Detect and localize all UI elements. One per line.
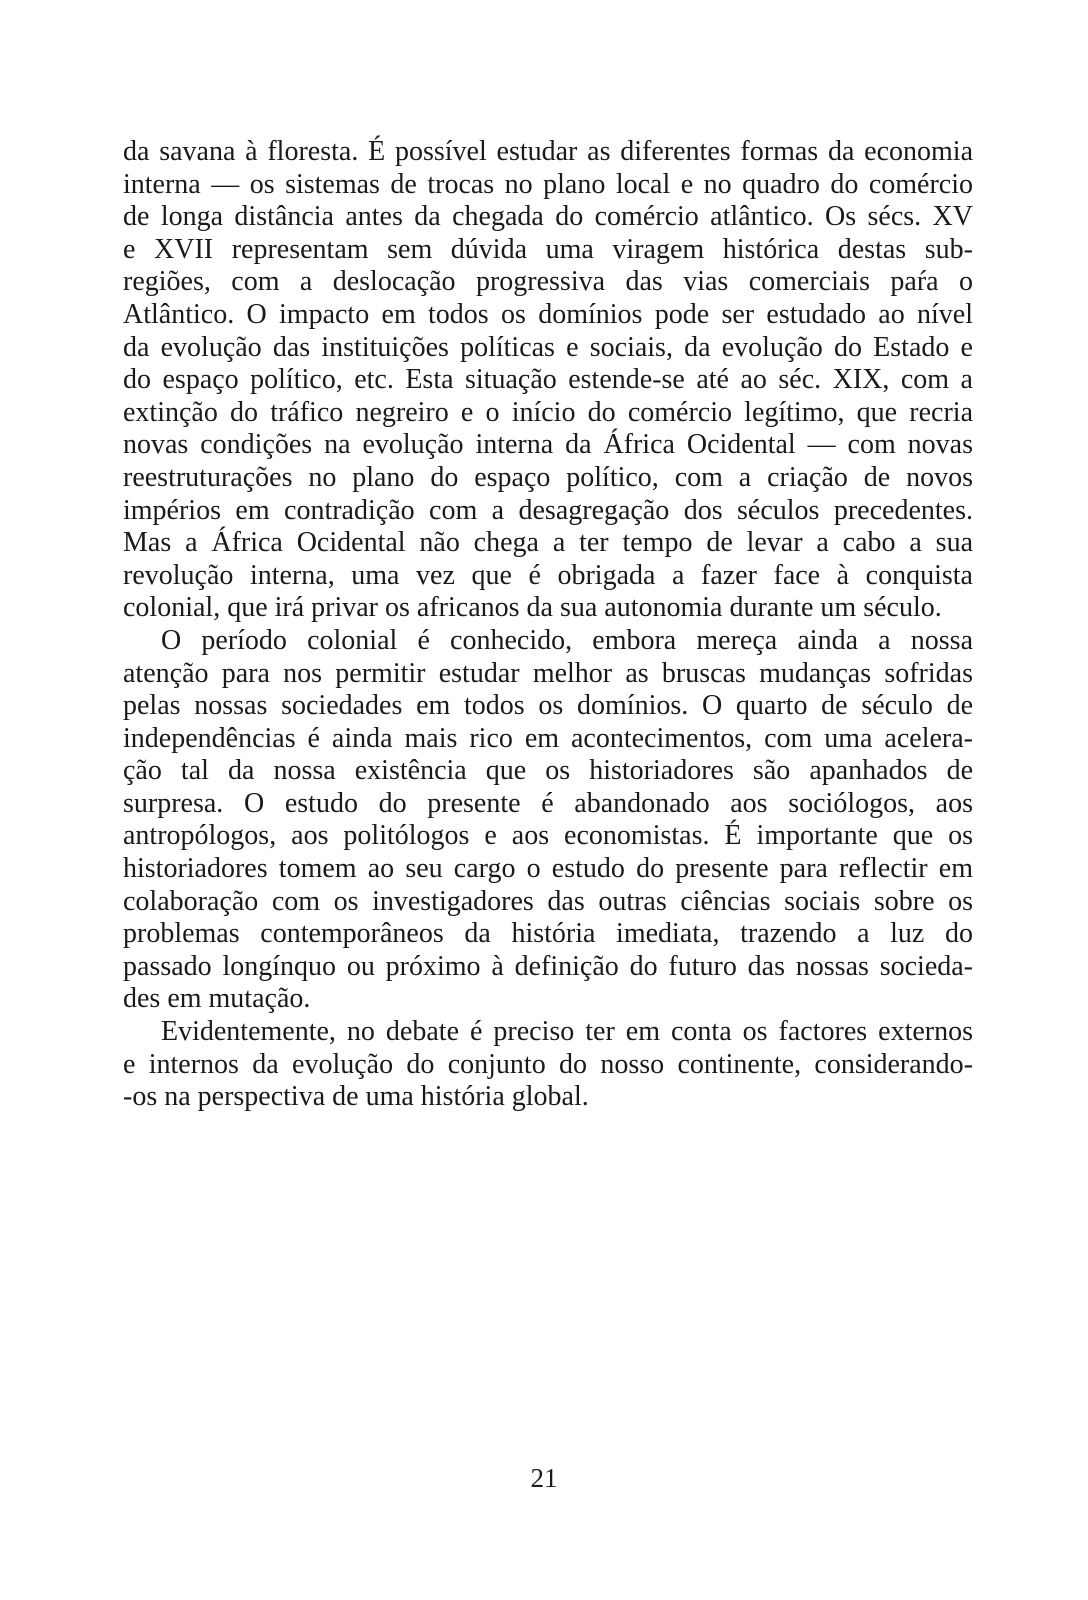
text-line: des em mutação. (123, 983, 311, 1015)
text-line: extinção do tráfico negreiro e o início do comércio legítimo, que recria (123, 396, 973, 428)
text-line: colaboração com os investigadores das outras ciências sociais sobre os (123, 885, 973, 917)
text-line: Evidentemente, no debate é preciso ter em conta os factores externos (161, 1016, 973, 1048)
text-line: da evolução das instituições políticas e sociais, da evolução do Estado e (123, 331, 973, 363)
text-line: pelas nossas sociedades em todos os domínios. O quarto de século de (123, 690, 973, 722)
text-line: antropólogos, aos politólogos e aos economistas. É importante que os (123, 820, 973, 852)
text-line: e internos da evolução do conjunto do nosso continente, considerando- (123, 1048, 973, 1080)
text-line: revolução interna, uma vez que é obrigada a fazer face à conquista (123, 559, 973, 591)
text-line: independências é ainda mais rico em acontecimentos, com uma acelera- (123, 722, 973, 754)
page-number: 21 (530, 1463, 558, 1493)
text-line: historiadores tomem ao seu cargo o estudo do presente para reflectir em (123, 853, 973, 885)
paragraph-1 (123, 136, 973, 625)
text-line: Mas a África Ocidental não chega a ter tempo de levar a cabo a sua (123, 527, 973, 559)
text-line: atenção para nos permitir estudar melhor as bruscas mudanças sofridas (123, 657, 973, 689)
text-line: problemas contemporâneos da história imediata, trazendo a luz do (123, 918, 973, 950)
text-line: da savana à floresta. É possível estudar as diferentes formas da economia (123, 136, 973, 167)
text-line: -os na perspectiva de uma história global. (123, 1081, 589, 1113)
text-line: Atlântico. O impacto em todos os domínios pode ser estudado ao nível (123, 298, 973, 330)
text-line: de longa distância antes da chegada do comércio atlântico. Os sécs. XV (123, 201, 973, 233)
text-line: passado longínquo ou próximo à definição do futuro das nossas socieda- (123, 950, 973, 982)
text-line: novas condições na evolução interna da África Ocidental — com novas (123, 429, 973, 461)
text-line: do espaço político, etc. Esta situação estende-se até ao séc. XIX, com a (123, 364, 973, 396)
text-line: colonial, que irá privar os africanos da sua autonomia durante um século. (123, 592, 942, 624)
text-line: O período colonial é conhecido, embora mereça ainda a nossa (161, 624, 973, 656)
text-line: surpresa. O estudo do presente é abandonado aos sociólogos, aos (123, 787, 973, 819)
text-line: regiões, com a deslocação progressiva das vias comerciais paŕa o (123, 266, 973, 298)
text-line: interna — os sistemas de trocas no plano local e no quadro do comércio (123, 168, 973, 200)
paragraph-2 (123, 625, 973, 1016)
text-line: impérios em contradição com a desagregação dos séculos precedentes. (123, 494, 973, 526)
text-line: ção tal da nossa existência que os historiadores são apanhados de (123, 755, 973, 787)
text-line: reestruturações no plano do espaço político, com a criação de novos (123, 461, 973, 493)
text-line: e XVII representam sem dúvida uma viragem histórica destas sub- (123, 233, 973, 265)
body-text (123, 136, 973, 1114)
paragraph-3 (123, 1016, 973, 1114)
